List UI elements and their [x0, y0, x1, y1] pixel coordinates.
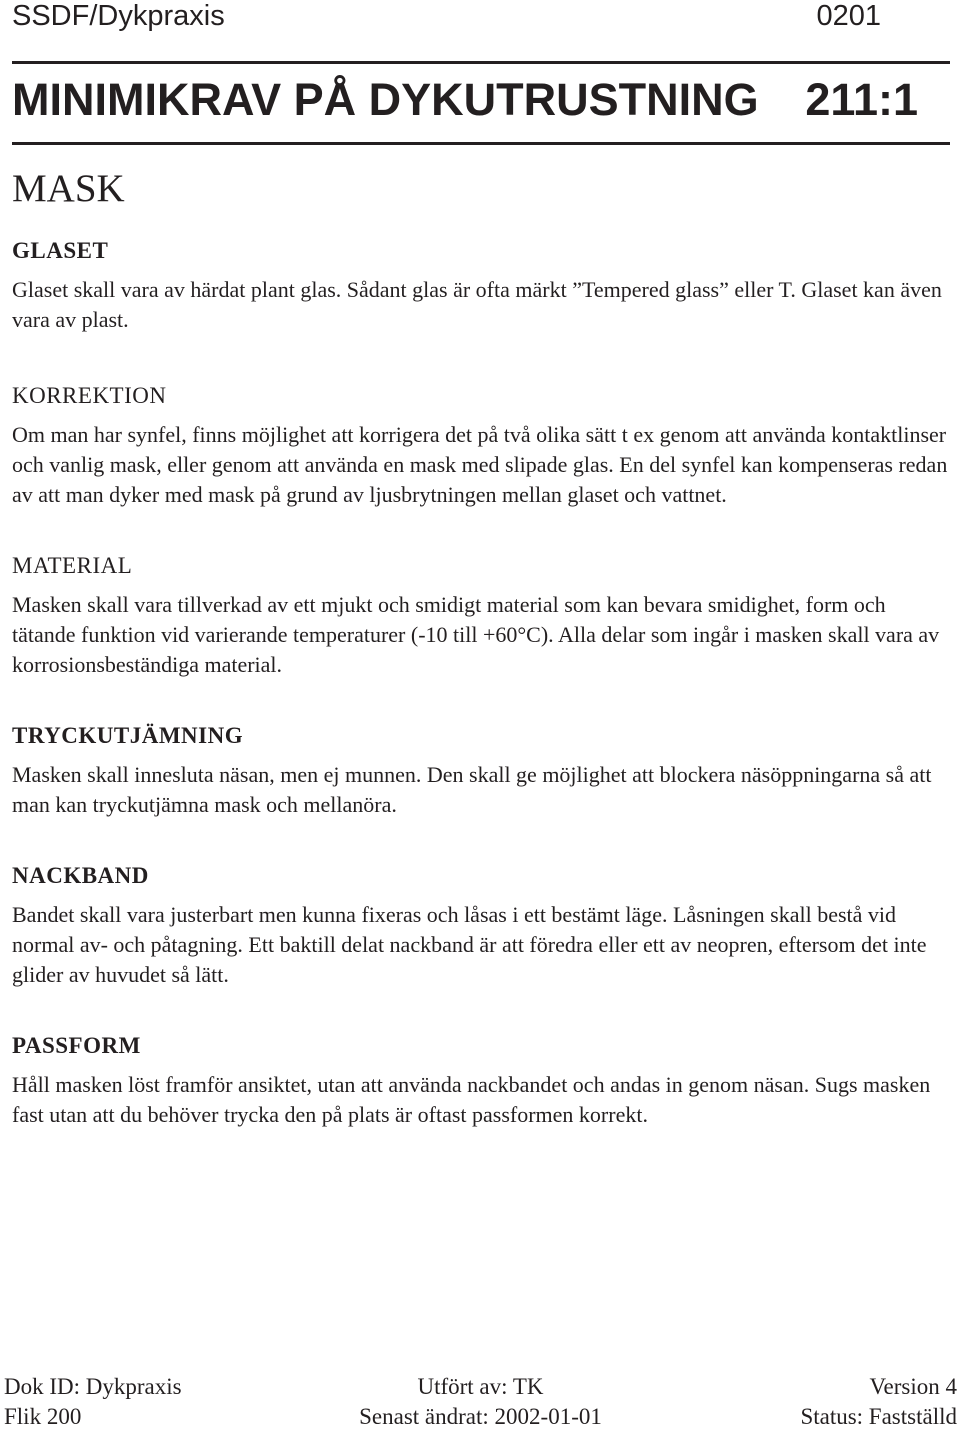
document-body — [12, 164, 948, 1171]
footer-tab: Flik 200 — [4, 1404, 82, 1429]
section-text: Om man har synfel, finns möjlighet att korrigera det på två olika sätt t ex genom att använda kontaktlinser och vanlig mask, eller genom att använda en mask med slipade glas. En del synfel kan kompenseras redan av att man dyker med mask på grund av ljusbrytningen mellan glaset och vattnet. — [12, 422, 948, 507]
section-title: TRYCKUTJÄMNING — [12, 723, 244, 748]
document-title-row — [12, 72, 918, 128]
footer-version: Version 4 — [869, 1374, 957, 1399]
footer-row — [4, 1402, 957, 1432]
header-bottom-rule — [12, 142, 950, 145]
footer-last-changed: Senast ändrat: 2002-01-01 — [359, 1404, 602, 1429]
section-text: Håll masken löst framför ansiktet, utan att använda nackbandet och andas in genom näsan. Sugs masken fast utan att du behöver trycka den på plats är oftast passformen korrekt. — [12, 1072, 931, 1127]
section-title: GLASET — [12, 238, 109, 263]
footer-doc-id: Dok ID: Dykpraxis — [4, 1374, 182, 1399]
section-text: Glaset skall vara av härdat plant glas. Sådant glas är ofta märkt ”Tempered glass” eller T. Glaset kan även vara av plast. — [12, 277, 942, 332]
footer-performed-by: Utfört av: TK — [417, 1374, 544, 1399]
footer-status: Status: Fastställd — [800, 1404, 957, 1429]
page-heading: MASK — [12, 167, 125, 210]
header-org: SSDF/Dykpraxis — [12, 0, 225, 32]
section-nackband — [12, 861, 948, 990]
section-text: Bandet skall vara justerbart men kunna fixeras och låsas i ett bestämt läge. Låsningen skall bestå vid normal av- och påtagning. Ett baktill delat nackband är att föredra eller ett av neopren, eftersom det inte glider av huvudet så lätt. — [12, 902, 927, 987]
section-korrektion — [12, 381, 948, 510]
section-title: KORREKTION — [12, 383, 167, 408]
document-number: 211:1 — [805, 74, 918, 125]
section-passform — [12, 1031, 948, 1130]
section-text: Masken skall vara tillverkad av ett mjukt och smidigt material som kan bevara smidighet, form och tätande funktion vid varierande temperaturer (-10 till +60°C). Alla delar som ingår i masken skall vara av korrosionsbeständiga material. — [12, 592, 940, 677]
section-title: PASSFORM — [12, 1033, 141, 1058]
header-code: 0201 — [816, 0, 881, 32]
section-material — [12, 551, 948, 680]
section-title: NACKBAND — [12, 863, 149, 888]
header-top-rule — [12, 61, 950, 64]
section-glaset — [12, 236, 948, 335]
document-header — [12, 0, 881, 32]
document-footer — [4, 1372, 957, 1432]
section-title: MATERIAL — [12, 553, 133, 578]
section-text: Masken skall innesluta näsan, men ej munnen. Den skall ge möjlighet att blockera näsöppningarna så att man kan tryckutjämna mask och mellanöra. — [12, 762, 932, 817]
document-title: MINIMIKRAV PÅ DYKUTRUSTNING — [12, 74, 759, 125]
footer-row — [4, 1372, 957, 1402]
section-tryckutjamning — [12, 721, 948, 820]
